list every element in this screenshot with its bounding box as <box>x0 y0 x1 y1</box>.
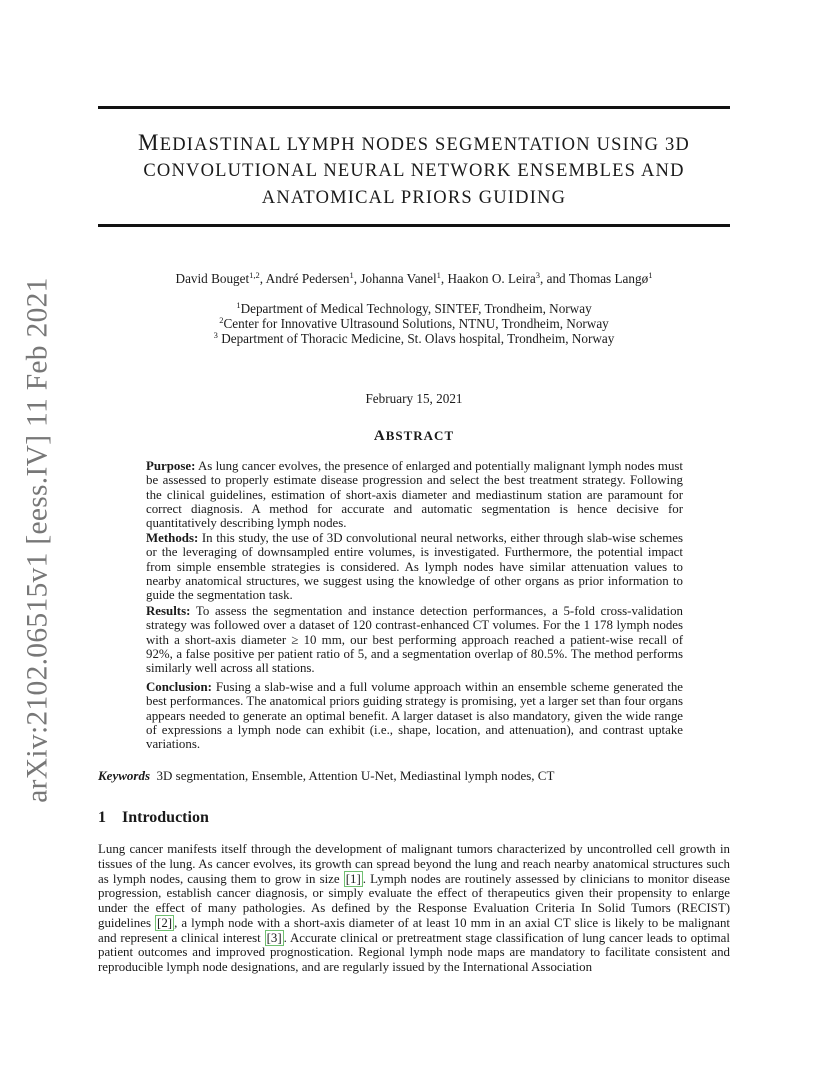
author-affil-mark: 1 <box>648 270 653 280</box>
affiliation-mark: 1 <box>236 300 241 310</box>
title-bottom-rule <box>98 224 730 227</box>
title-capital: M <box>138 130 160 155</box>
abstract-heading-capital: A <box>373 428 386 444</box>
affiliation <box>98 331 730 347</box>
affiliation-mark: 3 <box>213 330 218 340</box>
author-affil-mark: 1,2 <box>249 270 260 280</box>
citation-link[interactable]: [1] <box>345 871 361 886</box>
publication-date: February 15, 2021 <box>365 391 463 406</box>
paper-title-line-3: ANATOMICAL PRIORS GUIDING <box>261 188 567 208</box>
abstract-methods <box>146 531 683 603</box>
keywords-label: Keywords <box>98 768 150 783</box>
keywords-text: 3D segmentation, Ensemble, Attention U-Net, Mediastinal lymph nodes, CT <box>156 768 555 783</box>
section-title: Introduction <box>122 809 209 826</box>
abstract-heading <box>98 428 730 445</box>
author-list: David Bouget$^{1,2}$, André Pedersen$^1$, Johanna Vanel$^1$, Haakon O. Leira$^3$, and Thomas Langø$^1$ <box>175 270 653 286</box>
author-name: and Thomas Langø <box>546 271 649 286</box>
intro-text: , a lymph node with a short-axis diameter of at least 10 mm in an axial CT slice is likely to be malignant and represent a clinical interest <box>98 915 730 945</box>
author-name: David Bouget <box>175 271 250 286</box>
abstract-results <box>146 604 683 676</box>
intro-paragraph <box>98 842 730 975</box>
author-name: André Pedersen <box>265 271 350 286</box>
abstract-purpose-text: As lung cancer evolves, the presence of enlarged and potentially malignant lymph nodes must be assessed to properly estimate disease progression and select the best treatment strategy. Following the clinical guidelines, estimation of short-axis diameter and mediastinum station are paramount for correct diagnosis. A method for accurate and automatic segmentation is hence decisive for quantitatively describing lymph nodes. <box>146 459 683 531</box>
affiliation <box>98 301 730 317</box>
paper-title-line-2: CONVOLUTIONAL NEURAL NETWORK ENSEMBLES AND <box>143 161 685 181</box>
abstract-conclusion-text: Fusing a slab-wise and a full volume approach within an ensemble scheme generated the best performances. The anatomical priors guiding strategy is promising, yet a larger set than four organs appears needed to generate an optimal benefit. A larger dataset is also mandatory, given the wide range of expressions a lymph node can exhibit (i.e., shape, location, and attenuation), and contrast uptake variations. <box>146 680 683 752</box>
citation-link[interactable]: [2] <box>157 915 173 930</box>
author-affil-mark: 1 <box>349 270 354 280</box>
affiliation-text: Center for Innovative Ultrasound Solutions, NTNU, Trondheim, Norway <box>223 316 609 331</box>
affiliation-text: Department of Thoracic Medicine, St. Olavs hospital, Trondheim, Norway <box>217 331 615 346</box>
keywords <box>98 768 730 784</box>
intro-text: . Lymph nodes are routinely assessed by clinicians to monitor disease progression, establish cancer diagnosis, or simply evaluate the effect of therapeutics given their propensity to enlarge under the effect of many pathologies. As defined by the Response Evaluation Criteria In Solid Tumors (RECIST) guidelines <box>98 871 730 930</box>
arxiv-identifier: arXiv:2102.06515v1 [eess.IV] 11 Feb 2021 <box>21 277 54 803</box>
abstract-conclusion-label: Conclusion: <box>146 680 212 694</box>
author-name: Haakon O. Leira <box>447 271 536 286</box>
abstract-results-label: Results: <box>146 604 191 618</box>
intro-text: Lung cancer manifests itself through the development of malignant tumors characterized by uncontrolled cell growth in tissues of the lung. As cancer evolves, its growth can spread beyond the lung and reach nearby anatomical structures such as lymph nodes, causing them to grow in size <box>98 842 730 886</box>
affiliation-text: Department of Medical Technology, SINTEF, Trondheim, Norway <box>240 301 592 316</box>
author-name: Johanna Vanel <box>360 271 437 286</box>
intro-text: . Accurate clinical or pretreatment stage classification of lung cancer leads to optimal patient outcomes and improved prognostication. Regional lymph node maps are mandatory to facilitate consistent and reproducible lymph node designations, and are regularly issued by the International Association <box>98 930 730 974</box>
affiliation <box>98 316 730 332</box>
abstract-results-text: To assess the segmentation and instance detection performances, a 5-fold cross-validation strategy was followed over a dataset of 120 contrast-enhanced CT volumes. For the 1 178 lymph nodes with a short-axis diameter ≥ 10 mm, our best performing approach reached a patient-wise recall of 92%, a false positive per patient ratio of 5, and a segmentation overlap of 80.5%. The method performs similarly well across all stations. <box>146 604 684 676</box>
title-text: EDIASTINAL LYMPH NODES SEGMENTATION USING 3D <box>159 135 690 155</box>
author-affil-mark: 3 <box>535 270 541 280</box>
section-heading <box>98 809 209 827</box>
abstract-methods-label: Methods: <box>146 531 199 545</box>
citation-link[interactable]: [3] <box>266 930 282 945</box>
affiliation-mark: 2 <box>219 315 224 325</box>
section-number: 1 <box>98 809 106 826</box>
abstract-purpose <box>146 459 683 531</box>
title-top-rule <box>98 106 730 109</box>
abstract-heading-text: BSTRACT <box>385 428 455 443</box>
abstract-conclusion <box>146 680 683 752</box>
paper-title-line-1 <box>98 130 730 156</box>
author-affil-mark: 1 <box>436 270 441 280</box>
abstract-methods-text: In this study, the use of 3D convolutional neural networks, either through slab-wise schemes or the leveraging of downsampled entire volumes, is investigated. Furthermore, the potential impact from simple ensemble strategies is considered. As lymph nodes have similar attenuation values to nearby anatomical structures, we suggest using the knowledge of other organs as prior information to guide the segmentation task. <box>146 531 683 603</box>
abstract-purpose-label: Purpose: <box>146 459 196 473</box>
